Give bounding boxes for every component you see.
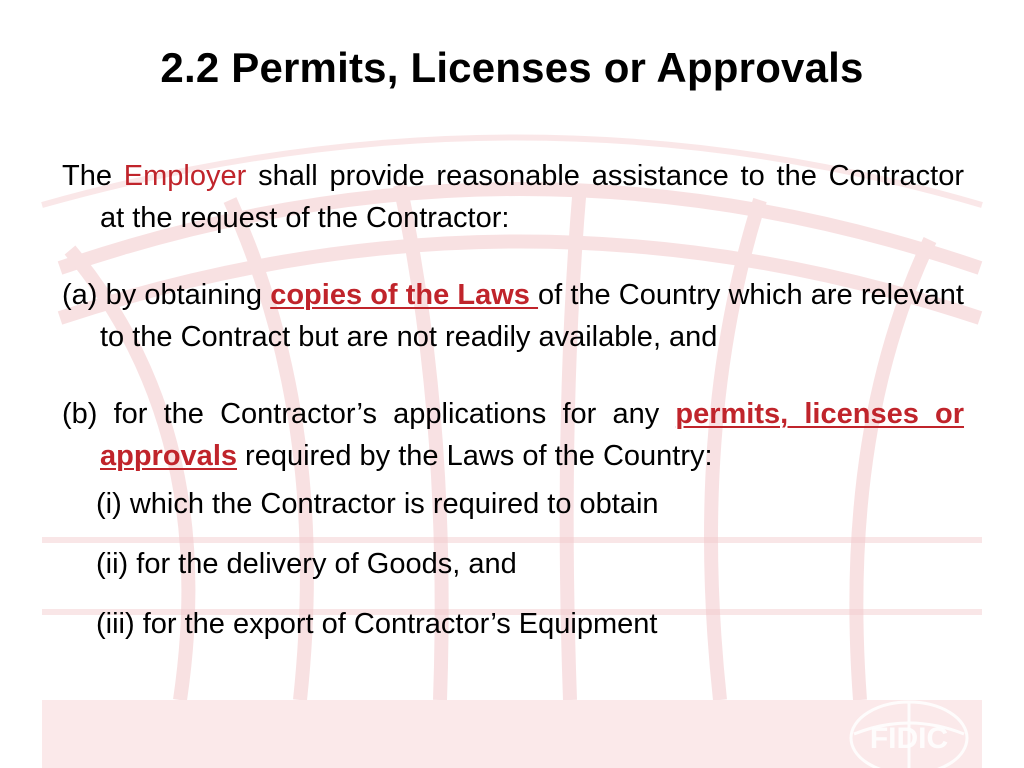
emphasized-term: copies of the Laws — [270, 279, 539, 311]
sub-item-ii: (ii) for the delivery of Goods, and — [96, 548, 517, 580]
paragraph-a-copies-of-laws — [62, 274, 964, 358]
paragraph-text: (b) for the Contractor’s applications for any — [62, 398, 676, 430]
paragraph-text: required by the Laws of the Country: — [237, 440, 713, 472]
paragraph-text: of the Country which are relevant to the Contract but are not readily available, and — [100, 279, 964, 353]
paragraph-employer-assistance — [62, 155, 964, 239]
slide-body — [62, 155, 964, 663]
paragraph-text: shall provide reasonable assistance to the Contractor at the request of the Contractor: — [100, 160, 965, 234]
highlighted-term: Employer — [123, 160, 247, 192]
fidic-logo — [846, 694, 972, 768]
slide-title: 2.2 Permits, Licenses or Approvals — [160, 44, 864, 91]
sub-item-iii: (iii) for the export of Contractor’s Equipment — [96, 608, 658, 640]
logo-text: FIDIC — [869, 722, 949, 755]
sub-item-i: (i) which the Contractor is required to obtain — [96, 488, 659, 520]
paragraph-text: (a) by obtaining — [62, 279, 271, 311]
bottom-band — [42, 700, 982, 768]
paragraph-b-permits — [62, 393, 964, 477]
emphasized-term: permits, licenses or approvals — [100, 398, 965, 472]
paragraph-text: The — [62, 160, 124, 192]
